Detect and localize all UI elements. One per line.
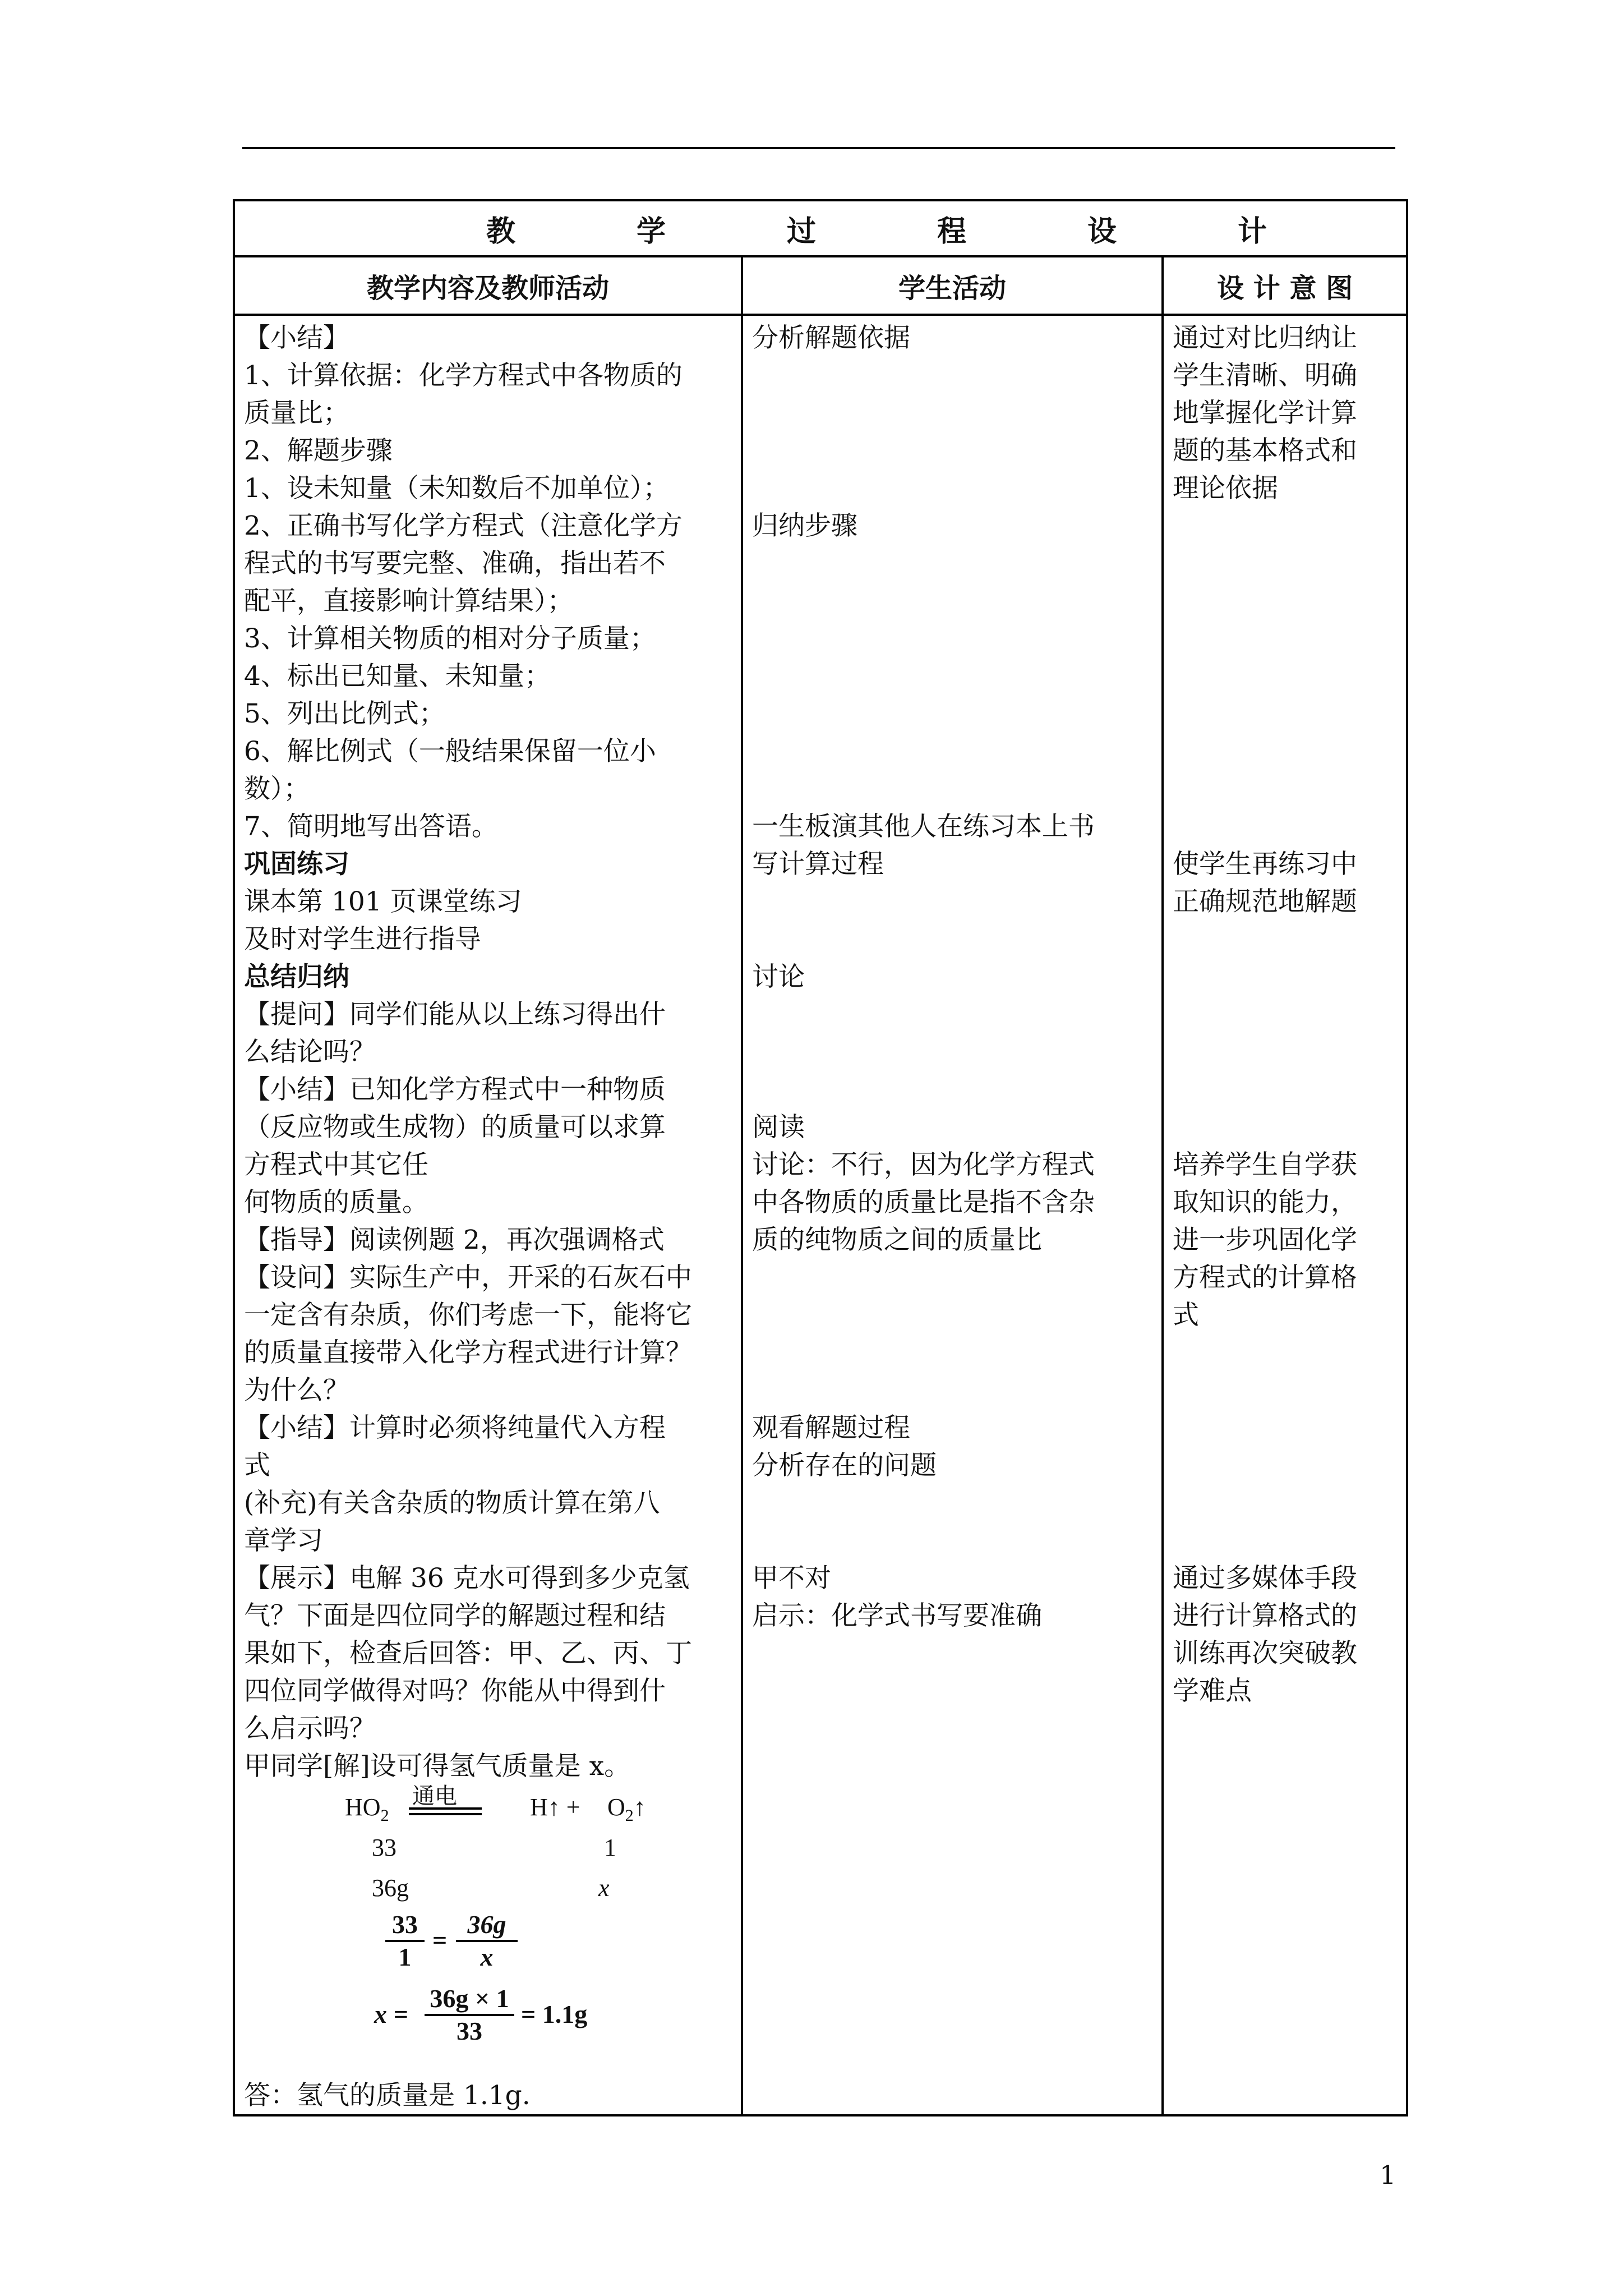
equals-line-bottom <box>409 1813 482 1815</box>
design-line: 地掌握化学计算 <box>1173 398 1357 429</box>
teacher-line: 【小结】 <box>244 323 349 353</box>
spacer <box>752 1522 1154 1559</box>
spacer <box>752 1372 1154 1409</box>
student-line: 一生板演其他人在练习本上书 <box>752 811 1095 842</box>
teacher-line: 3、计算相关物质的相对分子质量； <box>244 623 656 654</box>
student-line: 讨论：不行，因为化学方程式 <box>752 1149 1095 1180</box>
spacer <box>1173 996 1398 1033</box>
title-char: 计 <box>1237 214 1267 249</box>
spacer <box>1173 695 1398 733</box>
teacher-line: 式 <box>244 1450 270 1481</box>
x-fraction <box>425 1984 514 2046</box>
spacer <box>1173 770 1398 808</box>
spacer <box>1173 733 1398 770</box>
spacer <box>1173 1071 1398 1108</box>
student-line: 分析解题依据 <box>752 323 910 353</box>
header-design: 设 计 意 图 <box>1163 256 1407 315</box>
design-line: 进行计算格式的 <box>1173 1600 1357 1631</box>
spacer <box>752 1296 1154 1334</box>
teacher-line: 四位同学做得对吗？你能从中得到什 <box>244 1676 666 1706</box>
spacer <box>1173 1522 1398 1559</box>
teacher-line: 配平，直接影响计算结果）； <box>244 586 574 616</box>
teacher-line: 么结论吗？ <box>244 1037 376 1068</box>
teacher-line: 方程式中其它任 <box>244 1149 428 1180</box>
x-fraction-den: 33 <box>457 2017 482 2045</box>
design-line: 学难点 <box>1173 1676 1252 1706</box>
ratio-equals: = <box>432 1926 448 1954</box>
spacer <box>752 770 1154 808</box>
design-line: 使学生再练习中 <box>1173 849 1357 880</box>
teacher-activity-cell <box>234 315 742 2115</box>
spacer <box>1173 1108 1398 1146</box>
teacher-line: 1、计算依据：化学方程式中各物质的 <box>244 360 683 391</box>
teacher-line: 及时对学生进行指导 <box>244 924 481 955</box>
design-line: 方程式的计算格 <box>1173 1262 1357 1293</box>
unknown-mass: x <box>598 1874 610 1902</box>
spacer <box>752 357 1154 394</box>
spacer <box>752 1033 1154 1071</box>
teacher-line: 为什么？ <box>244 1375 349 1406</box>
student-line: 分析存在的问题 <box>752 1450 937 1481</box>
spacer <box>1173 507 1398 545</box>
table-title-cell <box>234 200 1407 256</box>
table-title <box>235 201 1406 255</box>
student-line: 启示：化学式书写要准确 <box>752 1600 1042 1631</box>
teacher-line: （反应物或生成物）的质量可以求算 <box>244 1112 666 1143</box>
teacher-line: 【设问】实际生产中，开采的石灰石中 <box>244 1262 692 1293</box>
design-line: 通过对比归纳让 <box>1173 323 1357 353</box>
x-lhs: x = <box>374 2000 408 2028</box>
ratio-right-num: 36g <box>456 1910 518 1942</box>
design-line: 进一步巩固化学 <box>1173 1225 1357 1255</box>
design-line: 式 <box>1173 1300 1199 1331</box>
spacer <box>752 921 1154 958</box>
ratio-left-den: 1 <box>398 1943 412 1971</box>
x-fraction-num: 36g × 1 <box>425 1984 514 2016</box>
design-line: 学生清晰、明确 <box>1173 360 1357 391</box>
spacer <box>1173 1409 1398 1447</box>
student-line: 甲不对 <box>752 1563 831 1594</box>
teacher-line: 的质量直接带入化学方程式进行计算？ <box>244 1337 692 1368</box>
spacer <box>1173 620 1398 657</box>
spacer <box>752 733 1154 770</box>
spacer <box>1173 1447 1398 1484</box>
spacer <box>752 394 1154 432</box>
teacher-line: 果如下，检查后回答：甲、乙、丙、丁 <box>244 1638 692 1669</box>
teacher-line: 【指导】阅读例题 2，再次强调格式 <box>244 1225 665 1255</box>
spacer <box>1173 545 1398 582</box>
spacer <box>1173 582 1398 620</box>
title-char: 过 <box>786 214 816 249</box>
teacher-line: 甲同学[解]设可得氢气质量是 x。 <box>244 1751 631 1782</box>
design-line: 训练再次突破教 <box>1173 1638 1357 1669</box>
spacer <box>752 695 1154 733</box>
student-activity-text <box>752 319 1154 1635</box>
student-line: 阅读 <box>752 1112 805 1143</box>
design-line: 题的基本格式和 <box>1173 435 1357 466</box>
teacher-line: (补充)有关含杂质的物质计算在第八 <box>244 1488 660 1519</box>
teacher-line: 么启示吗？ <box>244 1713 376 1744</box>
spacer <box>752 996 1154 1033</box>
spacer <box>1173 1033 1398 1071</box>
title-char: 学 <box>636 214 666 249</box>
teacher-line: 一定含有杂质，你们考虑一下，能将它 <box>244 1300 692 1331</box>
product-hydrogen: H↑ + <box>530 1793 580 1821</box>
spacer <box>1173 958 1398 996</box>
teacher-line: 巩固练习 <box>244 849 349 880</box>
x-result: = 1.1g <box>521 2000 588 2028</box>
ratio-right <box>456 1910 518 1972</box>
design-line: 培养学生自学获 <box>1173 1149 1357 1180</box>
teacher-line: 7、简明地写出答语。 <box>244 811 498 842</box>
mass-ratio-reactant: 33 <box>372 1834 396 1861</box>
spacer <box>752 1071 1154 1108</box>
teacher-line: 质量比； <box>244 398 349 429</box>
title-char: 教 <box>486 214 515 249</box>
spacer <box>752 1484 1154 1522</box>
ratio-right-den: x <box>480 1943 494 1971</box>
header-student: 学生活动 <box>742 256 1163 315</box>
teacher-line: 5、列出比例式； <box>244 698 445 729</box>
teacher-line: 1、设未知量（未知数后不加单位）； <box>244 473 670 504</box>
teacher-activity-text <box>244 319 733 1785</box>
ratio-left-num: 33 <box>385 1910 425 1942</box>
student-line: 观看解题过程 <box>752 1412 910 1443</box>
title-char: 程 <box>937 214 966 249</box>
spacer <box>752 883 1154 921</box>
design-line: 理论依据 <box>1173 473 1278 504</box>
design-intent-cell <box>1163 315 1407 2115</box>
spacer <box>752 1259 1154 1296</box>
product-oxygen: $O_2↑$ <box>607 1793 646 1825</box>
reaction-condition: 通电 <box>412 1783 457 1809</box>
teacher-line: 总结归纳 <box>244 961 349 992</box>
title-char: 设 <box>1087 214 1117 249</box>
reactant: $HO_2$ <box>345 1793 389 1825</box>
teacher-line: 2、解题步骤 <box>244 435 393 466</box>
teacher-line: 程式的书写要完整、准确，指出若不 <box>244 548 666 579</box>
teacher-line: 2、正确书写化学方程式（注意化学方 <box>244 510 683 541</box>
ratio-left <box>385 1910 425 1972</box>
spacer <box>752 545 1154 582</box>
spacer <box>1173 1372 1398 1409</box>
teacher-line: 【提问】同学们能从以上练习得出什 <box>244 999 666 1030</box>
teacher-line: 6、解比例式（一般结果保留一位小 <box>244 736 656 767</box>
lesson-plan-table <box>233 199 1408 2116</box>
answer-line: 答：氢气的质量是 1.1g. <box>244 2080 531 2111</box>
spacer <box>1173 921 1398 958</box>
spacer <box>1173 1334 1398 1372</box>
teacher-line: 【小结】已知化学方程式中一种物质 <box>244 1074 666 1105</box>
design-intent-text <box>1173 319 1398 1710</box>
student-line: 质的纯物质之间的质量比 <box>752 1225 1042 1255</box>
spacer <box>752 432 1154 470</box>
spacer <box>752 620 1154 657</box>
teacher-line: 何物质的质量。 <box>244 1187 428 1218</box>
spacer <box>752 1334 1154 1372</box>
spacer <box>1173 657 1398 695</box>
teacher-line: 数）； <box>244 774 310 804</box>
worked-solution <box>244 1785 733 2077</box>
student-line: 归纳步骤 <box>752 510 857 541</box>
spacer <box>1173 808 1398 845</box>
student-line: 讨论 <box>752 961 805 992</box>
design-line: 取知识的能力， <box>1173 1187 1357 1218</box>
teacher-line: 4、标出已知量、未知量； <box>244 661 551 692</box>
teacher-line: 气？下面是四位同学的解题过程和结 <box>244 1600 666 1631</box>
known-mass: 36g <box>372 1874 409 1902</box>
teacher-line: 课本第 101 页课堂练习 <box>244 886 522 917</box>
equals-line-top <box>409 1807 482 1810</box>
header-teacher: 教学内容及教师活动 <box>234 256 742 315</box>
student-line: 写计算过程 <box>752 849 884 880</box>
teacher-line: 【小结】计算时必须将纯量代入方程 <box>244 1412 666 1443</box>
design-line: 正确规范地解题 <box>1173 886 1357 917</box>
mass-ratio-product: 1 <box>604 1834 616 1861</box>
student-line: 中各物质的质量比是指不含杂 <box>752 1187 1095 1218</box>
header-rule <box>242 147 1395 149</box>
spacer <box>1173 1484 1398 1522</box>
teacher-line: 章学习 <box>244 1525 323 1556</box>
student-activity-cell <box>742 315 1163 2115</box>
teacher-line: 【展示】电解 36 克水可得到多少克氢 <box>244 1563 690 1594</box>
page-number: 1 <box>1380 2160 1396 2190</box>
spacer <box>752 582 1154 620</box>
design-line: 通过多媒体手段 <box>1173 1563 1357 1594</box>
spacer <box>752 657 1154 695</box>
spacer <box>752 470 1154 507</box>
